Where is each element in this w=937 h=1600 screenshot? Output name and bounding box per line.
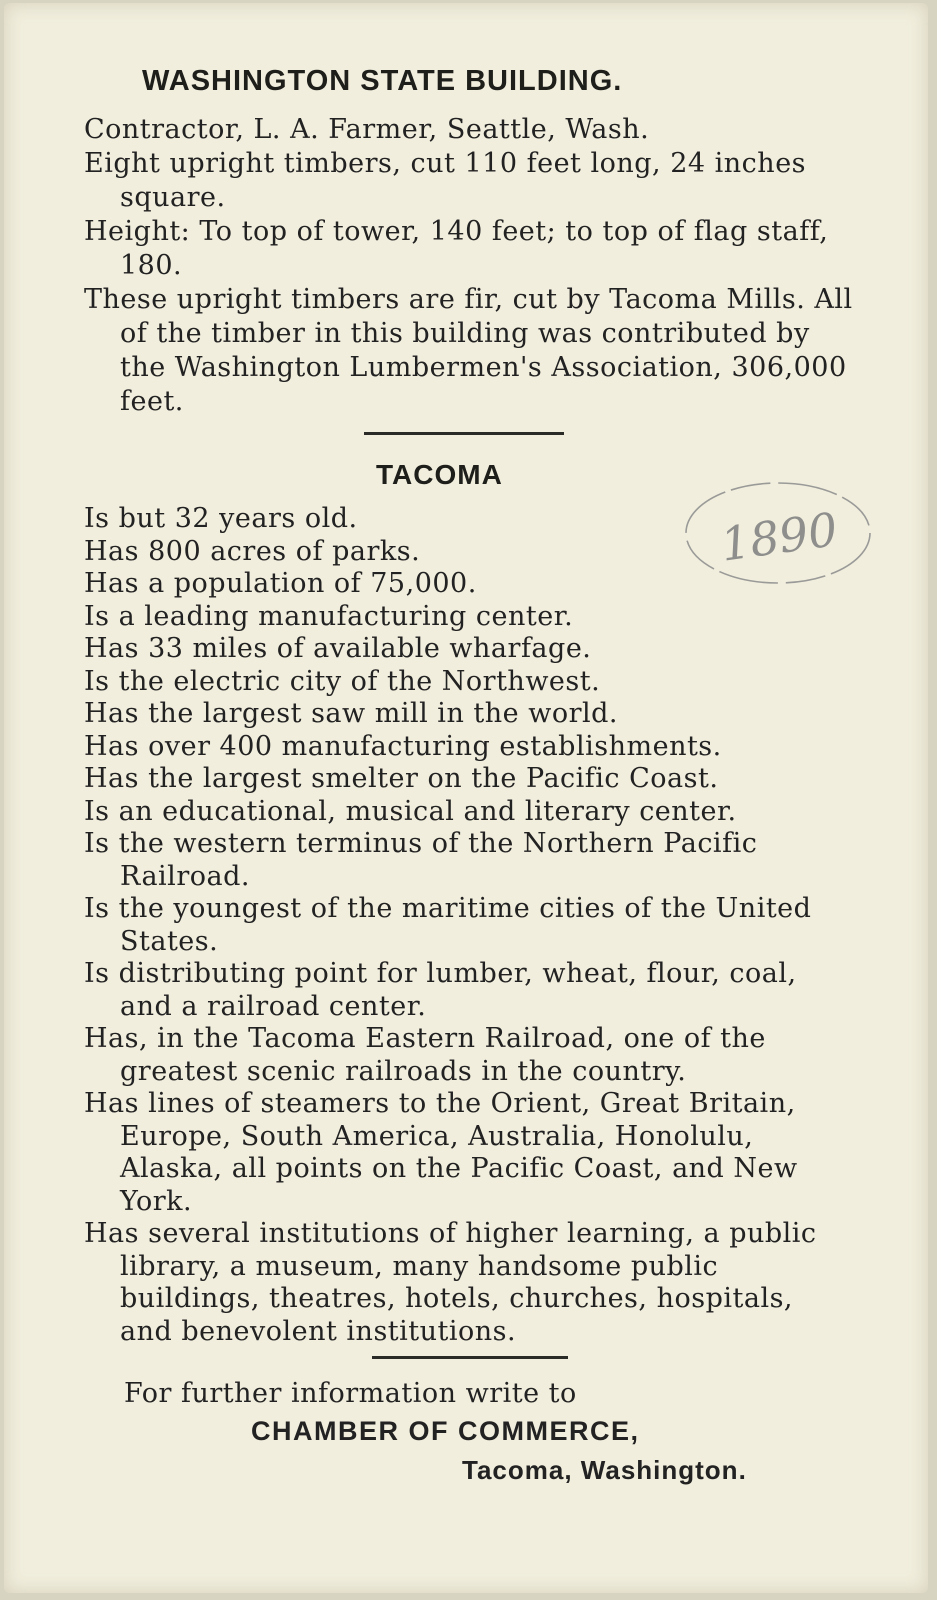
- fact-item: Has several institutions of higher learning, a public library, a museum, many handsome public buildings, theatres, hotels, churches, hospitals, and benevolent institutions.: [84, 1218, 817, 1347]
- divider: [372, 1356, 568, 1359]
- fact-item: Contractor, L. A. Farmer, Seattle, Wash.: [84, 114, 650, 145]
- fact-item: These upright timbers are fir, cut by Tacoma Mills. All of the timber in this building was contributed by the Washington Lumbermen's Association, 306,000 feet.: [84, 284, 853, 417]
- fact-item: Height: To top of tower, 140 feet; to top of flag staff, 180.: [84, 216, 829, 281]
- fact-item: Has the largest saw mill in the world.: [84, 698, 618, 729]
- fact-item: Has lines of steamers to the Orient, Great Britain, Europe, South America, Australia, Honolulu, Alaska, all points on the Pacific Coast, and New York.: [84, 1088, 798, 1217]
- fact-item: Has over 400 manufacturing establishments.: [84, 730, 722, 762]
- fact-item: Is a leading manufacturing center.: [84, 600, 574, 632]
- fact-item: Has a population of 75,000.: [84, 568, 477, 599]
- postcard: [4, 3, 928, 1593]
- fact-item: Is the electric city of the Northwest.: [84, 665, 601, 697]
- fact-item: Eight upright timbers, cut 110 feet long, 24 inches square.: [84, 148, 807, 213]
- tacoma-title: TACOMA: [376, 459, 503, 490]
- fact-item: Has 33 miles of available wharfage.: [84, 633, 592, 664]
- fact-item: Has 800 acres of parks.: [84, 535, 421, 567]
- annotation-text: 1890: [717, 502, 841, 572]
- fact-item: Is the western terminus of the Northern Pacific Railroad.: [84, 828, 758, 892]
- tacoma-facts: [84, 503, 854, 1348]
- washington-state-building-title: WASHINGTON STATE BUILDING.: [142, 65, 623, 97]
- fact-item: Has, in the Tacoma Eastern Railroad, one of the greatest scenic railroads in the country.: [84, 1023, 766, 1087]
- fact-item: Is distributing point for lumber, wheat, flour, coal, and a railroad center.: [84, 958, 797, 1022]
- footer-instruction: For further information write to: [124, 1378, 577, 1409]
- divider: [364, 432, 564, 435]
- fact-item: Has the largest smelter on the Pacific Coast.: [84, 763, 719, 794]
- footer-organization: CHAMBER OF COMMERCE,: [251, 1416, 640, 1446]
- footer-location: Tacoma, Washington.: [462, 1455, 747, 1485]
- fact-item: Is the youngest of the maritime cities of the United States.: [84, 893, 812, 957]
- fact-item: Is an educational, musical and literary center.: [84, 795, 737, 827]
- building-facts: [84, 113, 854, 419]
- fact-item: Is but 32 years old.: [84, 503, 358, 534]
